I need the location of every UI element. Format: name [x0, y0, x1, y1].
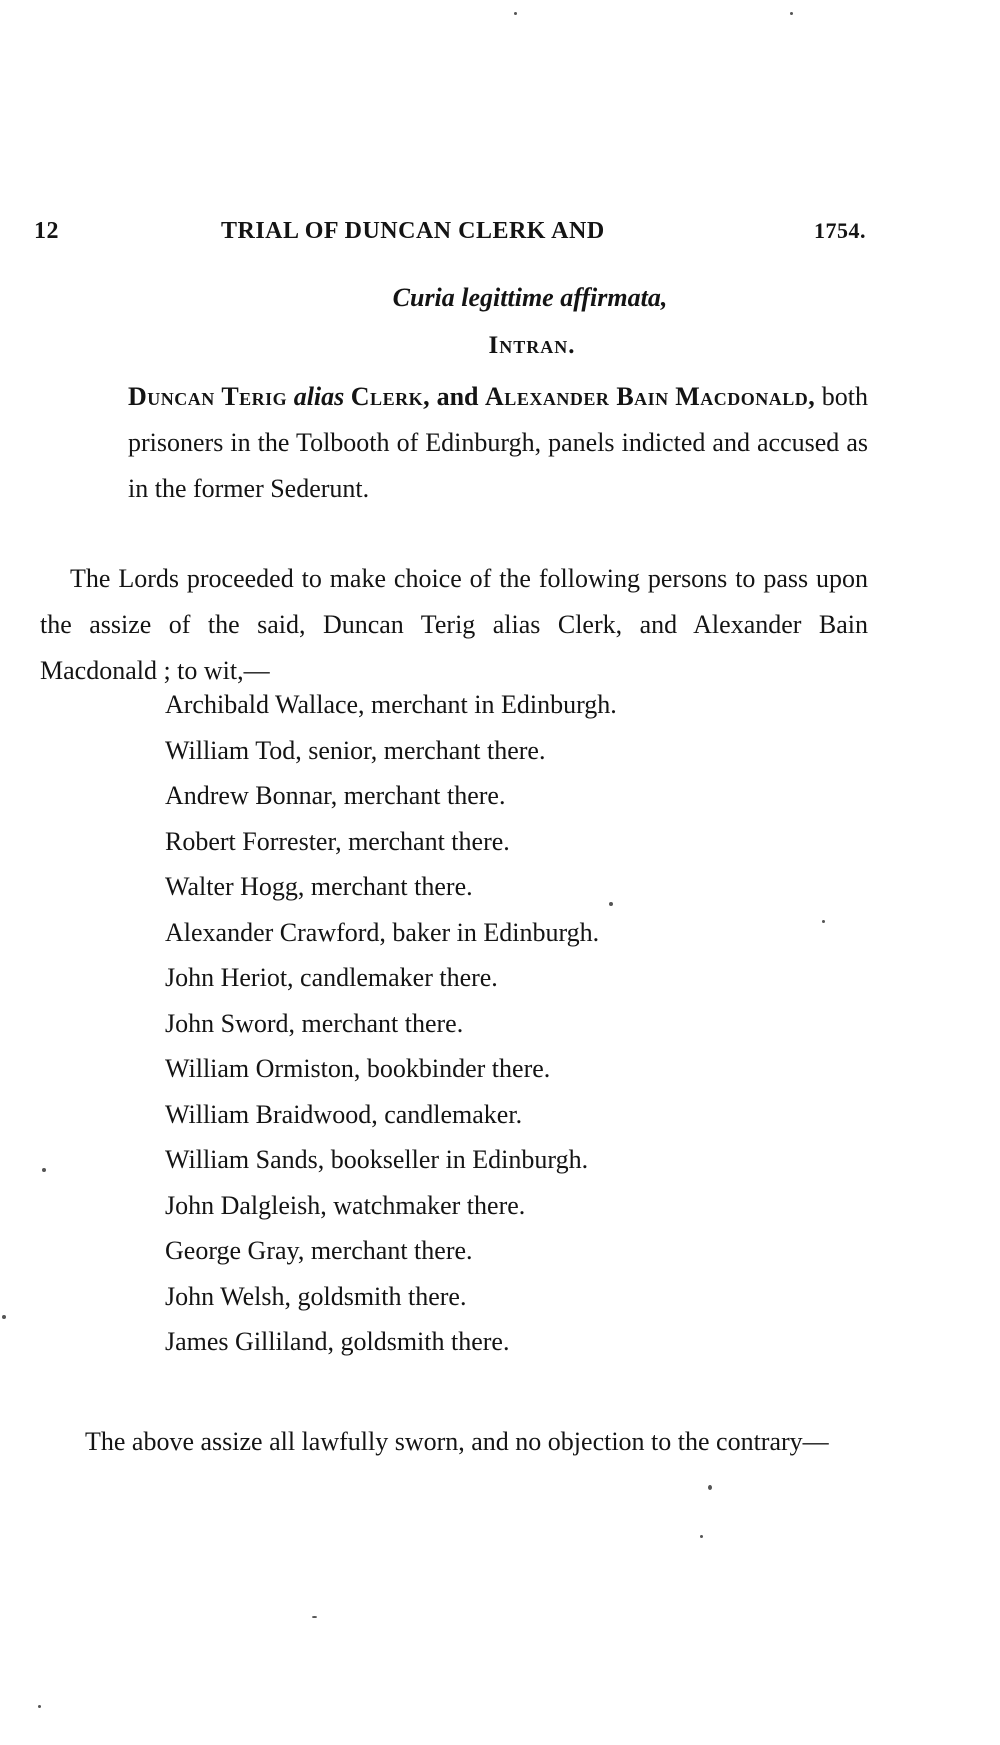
juror-list: [165, 682, 617, 1365]
juror-item: William Braidwood, candlemaker.: [165, 1099, 523, 1129]
juror-item: William Tod, senior, merchant there.: [165, 735, 546, 765]
running-title: TRIAL OF DUNCAN CLERK AND: [221, 218, 605, 244]
juror-item: James Gilliland, goldsmith there.: [165, 1327, 510, 1356]
conjunction: and: [436, 382, 479, 411]
closing-paragraph: The above assize all lawfully sworn, and no objection to the contrary—: [85, 1427, 829, 1456]
juror-item: William Ormiston, bookbinder there.: [165, 1054, 551, 1083]
juror-item: Alexander Crawford, baker in Edinburgh.: [165, 917, 600, 947]
scan-speck: [822, 920, 825, 923]
page-header: [34, 218, 866, 252]
panel-name-clerk: Clerk,: [350, 382, 431, 411]
scan-speck: [312, 1616, 317, 1618]
panel-name-terig: Duncan Terig: [128, 382, 288, 411]
scan-speck: [609, 902, 613, 906]
juror-item: John Heriot, candlemaker there.: [165, 963, 498, 992]
panels-paragraph: [128, 374, 868, 512]
juror-item: John Sword, merchant there.: [165, 1008, 464, 1038]
intran-heading: Intran.: [488, 332, 576, 359]
juror-item: Archibald Wallace, merchant in Edinburgh.: [165, 690, 617, 719]
juror-item: John Dalgleish, watchmaker there.: [165, 1190, 526, 1220]
alias-word: alias: [293, 382, 345, 411]
juror-item: William Sands, bookseller in Edinburgh.: [165, 1145, 589, 1174]
scan-speck: [38, 1705, 41, 1708]
scan-speck: [514, 12, 517, 15]
scan-speck: [708, 1485, 712, 1490]
juror-item: Robert Forrester, merchant there.: [165, 826, 510, 856]
juror-item: George Gray, merchant there.: [165, 1236, 473, 1265]
curia-line: Curia legittime affirmata,: [392, 283, 668, 312]
lords-paragraph: The Lords proceeded to make choice of the following persons to pass upon the assize of the said, Duncan Terig alias Clerk, and Alexander Bain Macdonald ; to wit,—: [40, 564, 868, 685]
page-number: 12: [34, 218, 59, 244]
header-year: 1754.: [814, 218, 866, 243]
scan-speck: [42, 1168, 46, 1172]
panel-name-alexander: Alexander Bain: [485, 382, 669, 411]
juror-item: Walter Hogg, merchant there.: [165, 872, 473, 901]
panel-name-macdonald: Macdonald,: [675, 382, 816, 411]
scan-speck: [2, 1315, 6, 1319]
panels-description: both prisoners in the Tolbooth of Edinburgh, panels indicted and accused as in the former Sederunt.: [128, 382, 868, 503]
juror-item: Andrew Bonnar, merchant there.: [165, 781, 506, 810]
juror-item: John Welsh, goldsmith there.: [165, 1281, 467, 1311]
scan-speck: [700, 1535, 703, 1538]
scan-speck: [790, 12, 793, 15]
